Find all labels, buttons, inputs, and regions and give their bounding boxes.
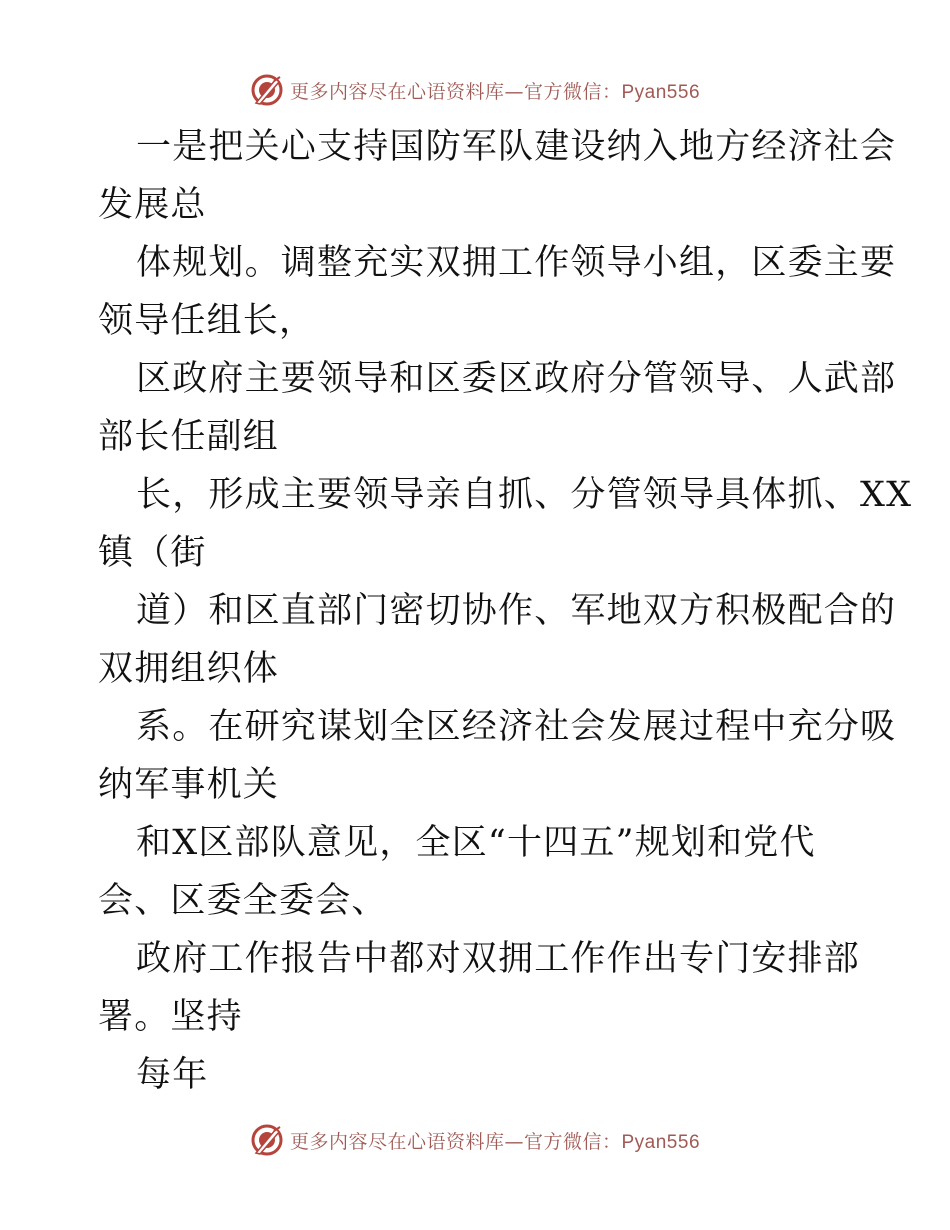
body-line: 发展总 (98, 185, 207, 225)
footer-watermark (0, 1120, 950, 1160)
body-line: 体规划。调整充实双拥工作领导小组，区委主要 (136, 243, 897, 283)
watermark-account: Pyan556 (621, 81, 701, 103)
body-line: 道）和区直部门密切协作、军地双方积极配合的 (136, 591, 897, 631)
body-line: 双拥组织体 (98, 649, 280, 689)
document-body (98, 118, 913, 1104)
body-line: 政府工作报告中都对双拥工作作出专门安排部 (136, 939, 861, 979)
watermark-text: 更多内容尽在心语资料库—官方微信：Pyan556 (289, 80, 701, 103)
body-line: 和X区部队意见，全区“十四五”规划和党代 (136, 823, 816, 863)
body-line: 每年 (136, 1055, 209, 1095)
body-line: 署。坚持 (98, 997, 243, 1037)
watermark-text: 更多内容尽在心语资料库—官方微信：Pyan556 (289, 1130, 701, 1153)
quill-seal-logo-icon (250, 1123, 284, 1157)
header-watermark (0, 70, 950, 110)
body-line: 会、区委全委会、 (98, 881, 388, 921)
body-line: 纳军事机关 (98, 765, 280, 805)
body-line: 镇（街 (98, 533, 207, 573)
body-line: 领导任组长， (98, 301, 316, 341)
body-line: 系。在研究谋划全区经济社会发展过程中充分吸 (136, 707, 897, 747)
body-line: 区政府主要领导和区委区政府分管领导、人武部 (136, 359, 897, 399)
body-line: 一是把关心支持国防军队建设纳入地方经济社会 (136, 127, 897, 167)
quill-seal-logo-icon (250, 73, 284, 107)
watermark-account: Pyan556 (621, 1131, 701, 1153)
body-line: 长，形成主要领导亲自抓、分管领导具体抓、XX (136, 475, 913, 515)
body-line: 部长任副组 (98, 417, 280, 457)
